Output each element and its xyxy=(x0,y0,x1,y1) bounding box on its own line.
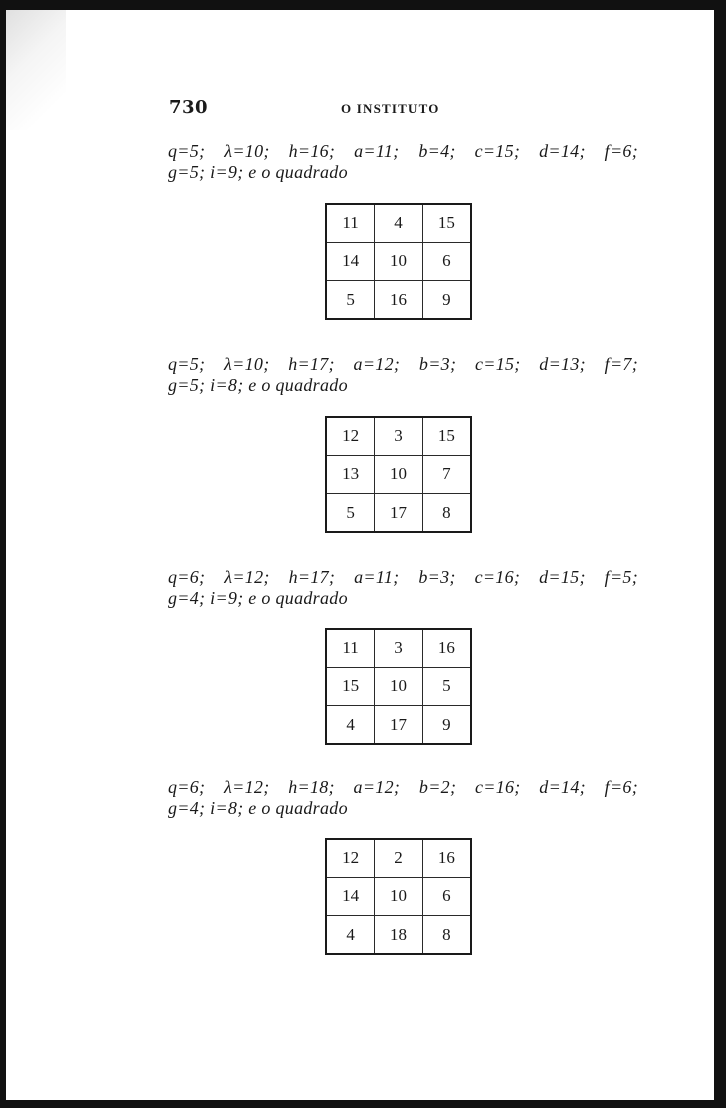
square-cell: 10 xyxy=(375,667,423,705)
square-cell: 7 xyxy=(422,455,470,493)
square-cell: 6 xyxy=(422,242,470,280)
square-cell: 15 xyxy=(422,418,470,455)
square-cell: 5 xyxy=(327,494,375,531)
square-cell: 15 xyxy=(422,205,470,242)
square-cell: 3 xyxy=(375,418,423,455)
magic-square xyxy=(325,203,472,320)
square-cell: 17 xyxy=(375,706,423,743)
square-cell: 4 xyxy=(327,706,375,743)
equation-line: q=6; λ=12; h=18; a=12; b=2; c=16; d=14; f=6; xyxy=(168,777,638,797)
square-cell: 8 xyxy=(422,494,470,531)
square-cell: 9 xyxy=(422,706,470,743)
square-cell: 9 xyxy=(422,281,470,318)
square-cell: 14 xyxy=(327,877,375,915)
square-cell: 17 xyxy=(375,494,423,531)
magic-square xyxy=(325,416,472,533)
equation-line: q=5; λ=10; h=17; a=12; b=3; c=15; d=13; f=7; xyxy=(168,354,638,374)
square-cell: 3 xyxy=(375,630,423,667)
equation-line: g=5; i=9; e o quadrado xyxy=(168,162,348,182)
square-cell: 15 xyxy=(327,667,375,705)
equation-line: g=4; i=9; e o quadrado xyxy=(168,588,348,608)
square-cell: 16 xyxy=(422,630,470,667)
running-title: O INSTITUTO xyxy=(341,101,440,116)
magic-square xyxy=(325,838,472,955)
square-cell: 18 xyxy=(375,916,423,953)
square-cell: 11 xyxy=(327,630,375,667)
square-cell: 5 xyxy=(327,281,375,318)
square-cell: 11 xyxy=(327,205,375,242)
square-cell: 13 xyxy=(327,455,375,493)
square-cell: 16 xyxy=(422,840,470,877)
square-cell: 10 xyxy=(375,242,423,280)
square-cell: 12 xyxy=(327,840,375,877)
square-cell: 16 xyxy=(375,281,423,318)
square-cell: 6 xyxy=(422,877,470,915)
square-cell: 10 xyxy=(375,455,423,493)
page-number: 730 xyxy=(169,97,209,118)
square-cell: 14 xyxy=(327,242,375,280)
square-cell: 12 xyxy=(327,418,375,455)
square-cell: 10 xyxy=(375,877,423,915)
square-cell: 8 xyxy=(422,916,470,953)
equation-line: g=5; i=8; e o quadrado xyxy=(168,375,348,395)
square-cell: 4 xyxy=(327,916,375,953)
square-cell: 2 xyxy=(375,840,423,877)
paper-corner-shading xyxy=(6,10,66,130)
equation-line: q=5; λ=10; h=16; a=11; b=4; c=15; d=14; f=6; xyxy=(168,141,638,161)
square-cell: 4 xyxy=(375,205,423,242)
equation-line: q=6; λ=12; h=17; a=11; b=3; c=16; d=15; f=5; xyxy=(168,567,638,587)
equation-line: g=4; i=8; e o quadrado xyxy=(168,798,348,818)
square-cell: 5 xyxy=(422,667,470,705)
magic-square xyxy=(325,628,472,745)
